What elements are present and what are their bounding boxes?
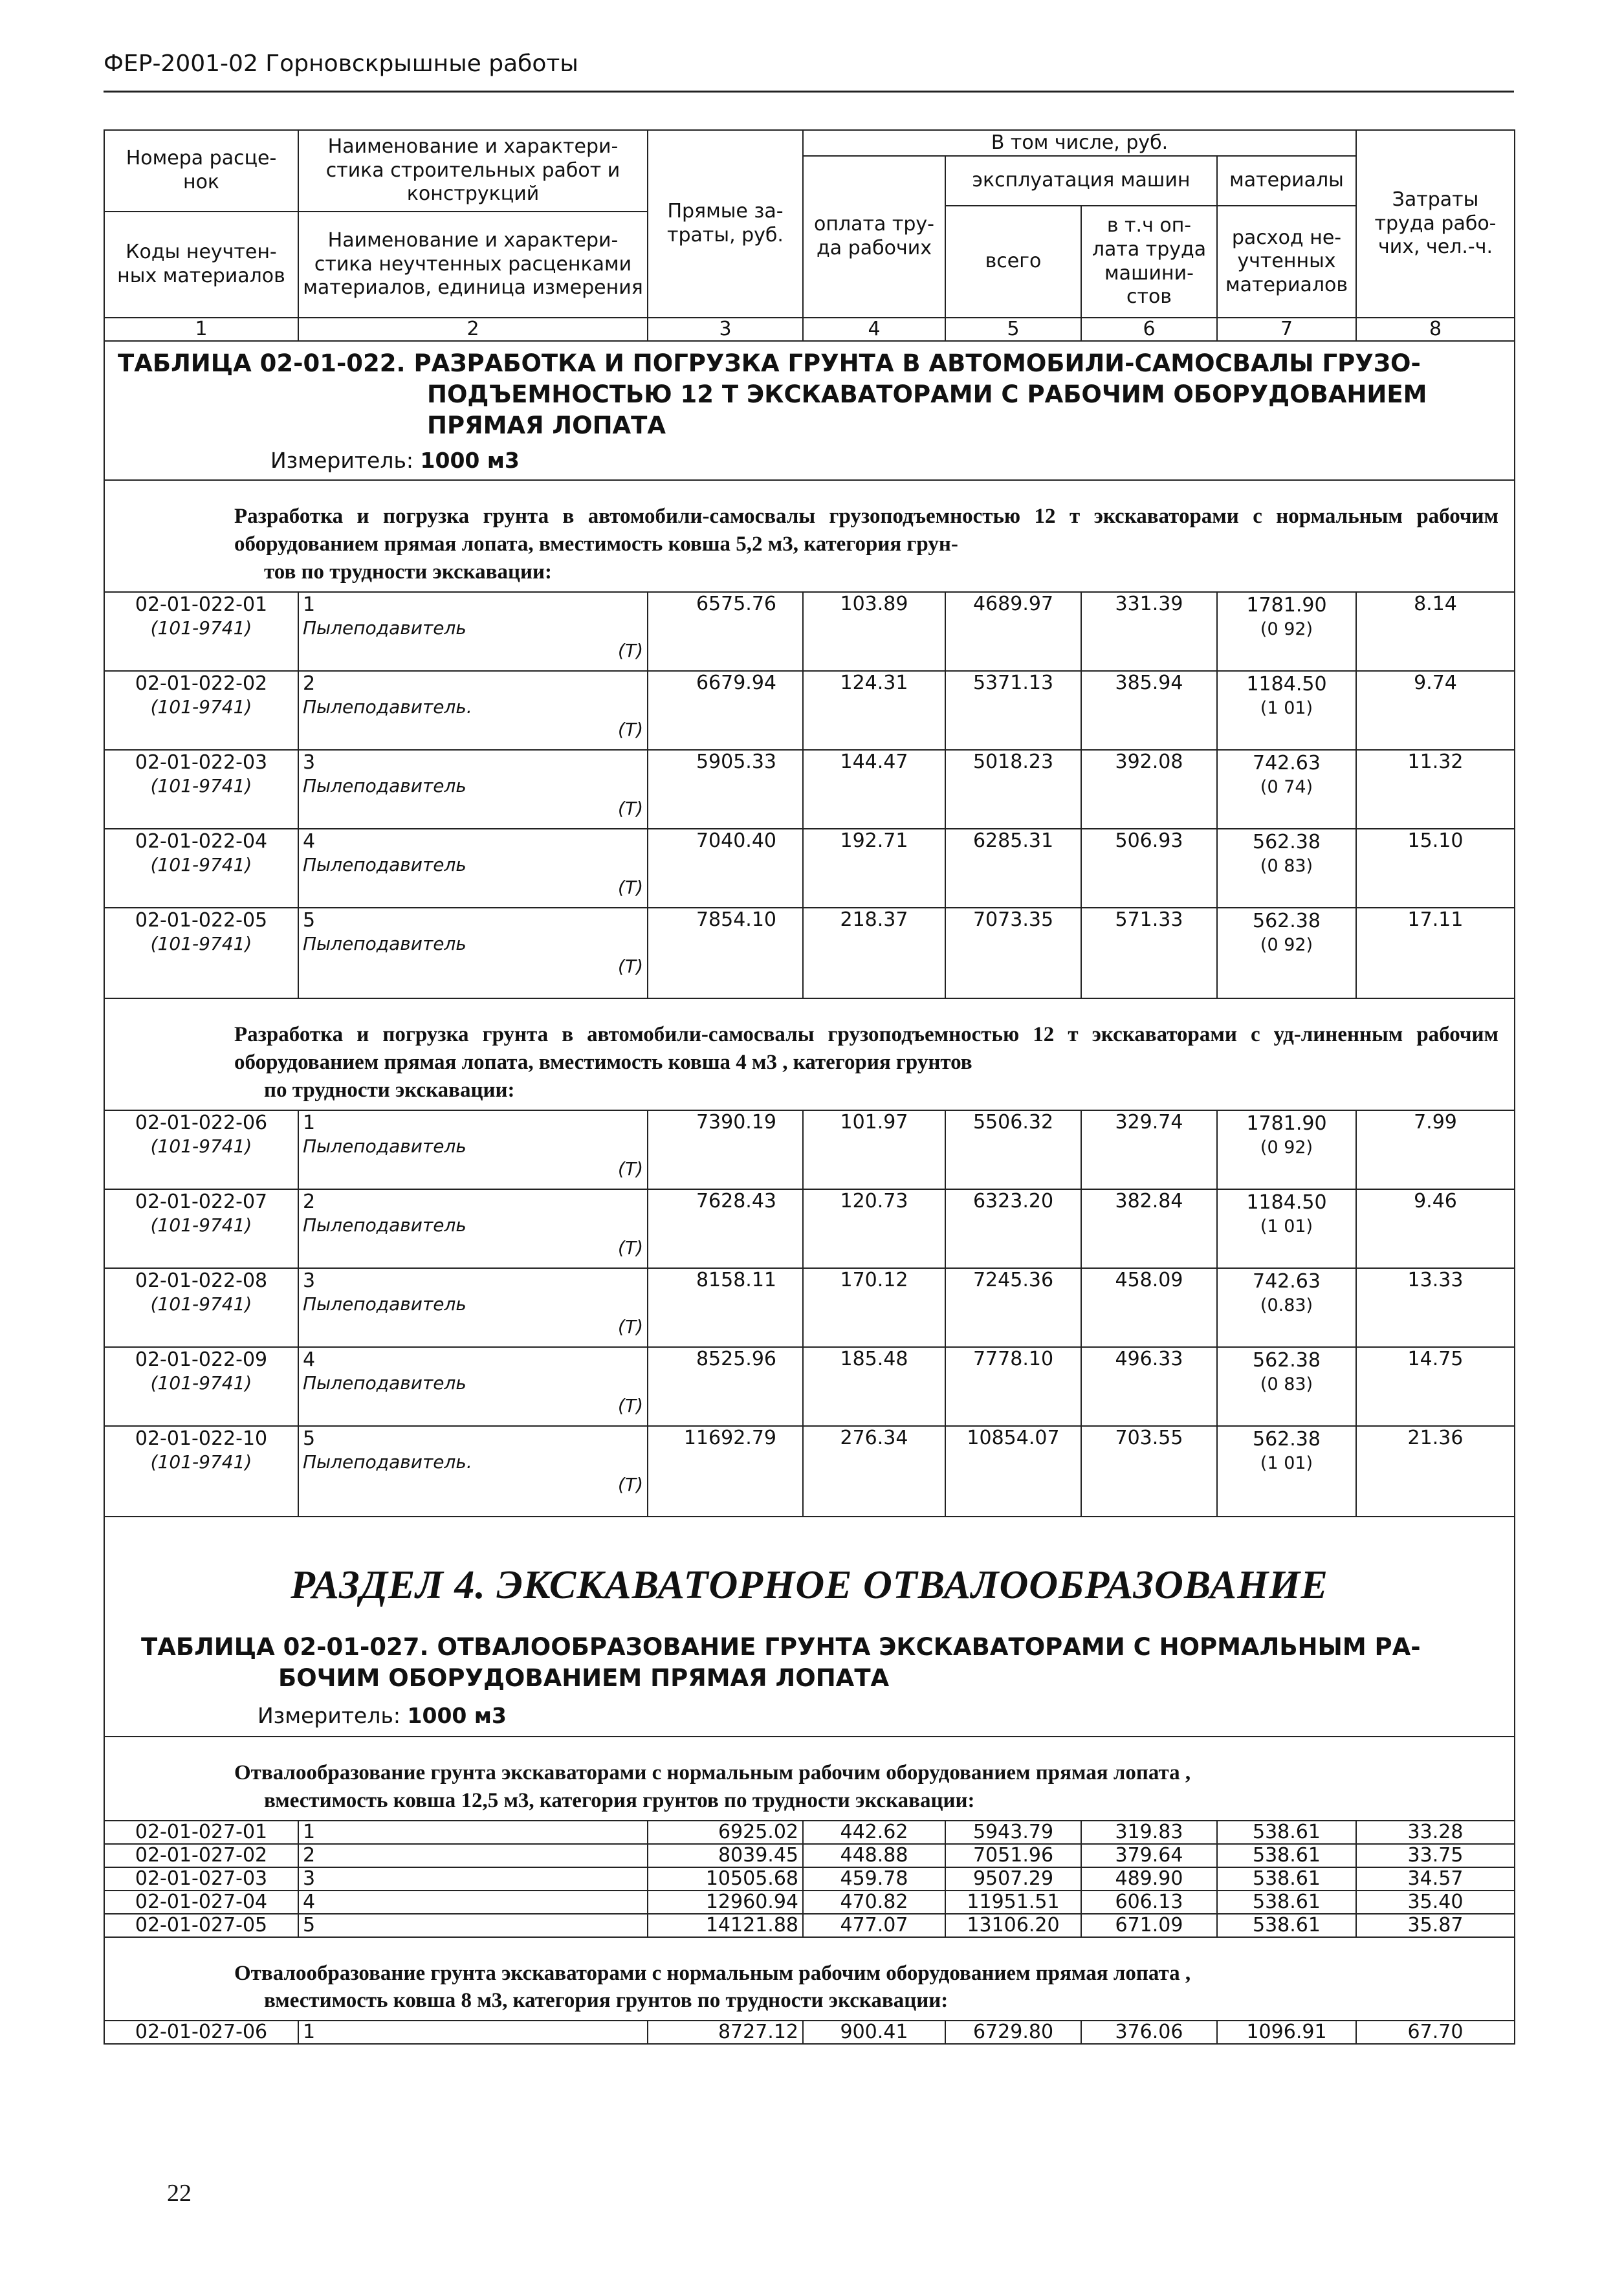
operator-pay: 571.33 bbox=[1081, 908, 1217, 998]
page-number: 22 bbox=[167, 2180, 192, 2207]
header-row bbox=[104, 130, 1515, 156]
materials-cell bbox=[1217, 750, 1356, 829]
soil-category: 2 bbox=[303, 672, 316, 695]
table-022-meter: Измеритель: 1000 м3 bbox=[270, 448, 520, 474]
material-name: Пылеподавитель bbox=[303, 1136, 466, 1157]
table-row bbox=[104, 592, 1515, 671]
direct-costs: 12960.94 bbox=[648, 1891, 803, 1914]
labor-hours: 17.11 bbox=[1356, 908, 1515, 998]
machines-total: 7073.35 bbox=[945, 908, 1081, 998]
worker-pay: 103.89 bbox=[803, 592, 945, 671]
work-name-cell bbox=[298, 750, 648, 829]
labor-hours: 15.10 bbox=[1356, 829, 1515, 908]
rate-code-cell bbox=[104, 1110, 298, 1189]
material-name: Пылеподавитель. bbox=[303, 696, 472, 718]
direct-costs: 7628.43 bbox=[648, 1189, 803, 1268]
work-name-cell bbox=[298, 1268, 648, 1347]
material-consumption: (0 92) bbox=[1260, 619, 1313, 639]
direct-costs: 7040.40 bbox=[648, 829, 803, 908]
machines-total: 6323.20 bbox=[945, 1189, 1081, 1268]
labor-hours: 8.14 bbox=[1356, 592, 1515, 671]
rate-code: 02-01-022-04 bbox=[135, 829, 268, 853]
soil-category: 4 bbox=[303, 829, 316, 853]
rate-code: 02-01-022-02 bbox=[135, 672, 268, 695]
mach: 9507.29 bbox=[945, 1867, 1081, 1891]
table-title-line: ТАБЛИЦА 02-01-027. ОТВАЛООБРАЗОВАНИЕ ГРУНТА ЭКСКАВАТОРАМИ С НОРМАЛЬНЫМ РА- bbox=[141, 1632, 1421, 1661]
unit-label: (Т) bbox=[618, 1395, 643, 1417]
materials-cell bbox=[1217, 1110, 1356, 1189]
table-row bbox=[104, 1268, 1515, 1347]
unit-label: (Т) bbox=[618, 719, 643, 741]
table-027-meter bbox=[105, 1703, 1514, 1728]
mat: 538.61 bbox=[1217, 1821, 1356, 1844]
description-line: Разработка и погрузка грунта в автомобили-самосвалы грузоподъемностью 12 т экскаваторами с уд-линенным рабочим оборудованием прямая лопата, вместимость ковша 4 м3 , категория грунтов bbox=[234, 1022, 1498, 1074]
worker-pay: 101.97 bbox=[803, 1110, 945, 1189]
table-row bbox=[104, 2021, 1515, 2044]
column-number: 7 bbox=[1217, 318, 1356, 341]
soil-category: 5 bbox=[303, 1427, 316, 1450]
group-027-2-description-cell bbox=[104, 1937, 1515, 2021]
direct-costs: 8158.11 bbox=[648, 1268, 803, 1347]
direct-costs: 7854.10 bbox=[648, 908, 803, 998]
header-including: В том числе, руб. bbox=[803, 130, 1356, 156]
table-row bbox=[104, 908, 1515, 998]
description-line: Разработка и погрузка грунта в автомобили-самосвалы грузоподъемностью 12 т экскаваторами с нормальным рабочим оборудованием прямая лопата, вместимость ковша 5,2 м3, категория грун- bbox=[234, 505, 1498, 556]
materials-cost: 562.38 bbox=[1253, 909, 1321, 932]
materials-cell bbox=[1217, 1268, 1356, 1347]
table-022-title: ТАБЛИЦА 02-01-022. РАЗРАБОТКА И ПОГРУЗКА ГРУНТА В АВТОМОБИЛИ-САМОСВАЛЫ ГРУЗО- ПОДЪЕМНОСТЬЮ 12 Т ЭКСКАВАТОРАМИ С РАБОЧИМ ОБОРУДОВАНИЕМ ПРЯМАЯ ЛОПАТА bbox=[118, 349, 1427, 440]
header-rule bbox=[104, 91, 1514, 93]
table-row bbox=[104, 1821, 1515, 1844]
labor: 442.62 bbox=[803, 1821, 945, 1844]
table-title-line: БОЧИМ ОБОРУДОВАНИЕМ ПРЯМАЯ ЛОПАТА bbox=[278, 1663, 890, 1692]
work-name-cell bbox=[298, 1347, 648, 1426]
machines-total: 4689.97 bbox=[945, 592, 1081, 671]
rate-code-cell bbox=[104, 1189, 298, 1268]
worker-pay: 192.71 bbox=[803, 829, 945, 908]
section-4-row bbox=[104, 1517, 1515, 1737]
rate-code-cell bbox=[104, 1347, 298, 1426]
unit-label: (Т) bbox=[618, 798, 643, 820]
hours: 67.70 bbox=[1356, 2021, 1515, 2044]
direct-costs: 8039.45 bbox=[648, 1844, 803, 1867]
header-direct-costs: Прямые за-траты, руб. bbox=[648, 130, 803, 318]
header-unaccounted-materials: расход не-учтенных материалов bbox=[1217, 206, 1356, 318]
labor: 900.41 bbox=[803, 2021, 945, 2044]
group-022-2-description-cell bbox=[104, 998, 1515, 1110]
header-machines: эксплуатация машин bbox=[945, 156, 1217, 206]
direct-costs: 8727.12 bbox=[648, 2021, 803, 2044]
operator-pay: 331.39 bbox=[1081, 592, 1217, 671]
table-027-title bbox=[141, 1632, 1514, 1694]
mat: 538.61 bbox=[1217, 1844, 1356, 1867]
description-text bbox=[234, 503, 1498, 586]
hours: 34.57 bbox=[1356, 1867, 1515, 1891]
rate-code-cell bbox=[104, 829, 298, 908]
column-number: 8 bbox=[1356, 318, 1515, 341]
labor: 470.82 bbox=[803, 1891, 945, 1914]
hours: 35.87 bbox=[1356, 1914, 1515, 1937]
header-labor-hours: Затраты труда рабо-чих, чел.-ч. bbox=[1356, 130, 1515, 318]
rate-code-cell bbox=[104, 1268, 298, 1347]
rate-code: 02-01-022-10 bbox=[135, 1427, 268, 1450]
direct-costs: 5905.33 bbox=[648, 750, 803, 829]
group-027-1-description-cell bbox=[104, 1737, 1515, 1821]
work-name-cell bbox=[298, 592, 648, 671]
work-name-cell bbox=[298, 1110, 648, 1189]
materials-cost: 1184.50 bbox=[1246, 672, 1327, 696]
soil-category: 2 bbox=[298, 1844, 648, 1867]
rate-code: 02-01-022-03 bbox=[135, 751, 268, 774]
description-line: тов по трудности экскавации: bbox=[264, 560, 553, 584]
rate-code: 02-01-022-07 bbox=[135, 1190, 268, 1213]
meter-value: 1000 м3 bbox=[407, 1702, 507, 1728]
operator-pay: 506.93 bbox=[1081, 829, 1217, 908]
work-name-cell bbox=[298, 829, 648, 908]
rate-code: 02-01-022-09 bbox=[135, 1348, 268, 1371]
soil-category: 4 bbox=[298, 1891, 648, 1914]
material-code: (101-9741) bbox=[150, 775, 252, 797]
mach: 11951.51 bbox=[945, 1891, 1081, 1914]
mat: 538.61 bbox=[1217, 1867, 1356, 1891]
labor-hours: 9.74 bbox=[1356, 671, 1515, 750]
materials-cell bbox=[1217, 592, 1356, 671]
direct-costs: 7390.19 bbox=[648, 1110, 803, 1189]
mach-labor: 489.90 bbox=[1081, 1867, 1217, 1891]
column-number: 5 bbox=[945, 318, 1081, 341]
mach-labor: 379.64 bbox=[1081, 1844, 1217, 1867]
rate-code-cell bbox=[104, 1426, 298, 1517]
description-text bbox=[234, 1759, 1498, 1815]
operator-pay: 703.55 bbox=[1081, 1426, 1217, 1517]
material-code: (101-9741) bbox=[150, 1451, 252, 1473]
soil-category: 4 bbox=[303, 1348, 316, 1371]
column-number: 2 bbox=[298, 318, 648, 341]
machines-total: 10854.07 bbox=[945, 1426, 1081, 1517]
table-row bbox=[104, 1110, 1515, 1189]
hours: 33.75 bbox=[1356, 1844, 1515, 1867]
material-code: (101-9741) bbox=[150, 617, 252, 639]
operator-pay: 329.74 bbox=[1081, 1110, 1217, 1189]
material-code: (101-9741) bbox=[150, 696, 252, 718]
material-consumption: (0 74) bbox=[1260, 776, 1313, 797]
group-022-1-description-cell bbox=[104, 480, 1515, 592]
header-rate-numbers: Номера расце-нок bbox=[104, 130, 298, 212]
materials-cost: 562.38 bbox=[1253, 1348, 1321, 1372]
labor-hours: 7.99 bbox=[1356, 1110, 1515, 1189]
column-numbers-row bbox=[104, 318, 1515, 341]
section-4-header bbox=[104, 1517, 1515, 1737]
work-name-cell bbox=[298, 671, 648, 750]
mat: 538.61 bbox=[1217, 1914, 1356, 1937]
machines-total: 7245.36 bbox=[945, 1268, 1081, 1347]
unit-label: (Т) bbox=[618, 1474, 643, 1496]
materials-cell bbox=[1217, 908, 1356, 998]
rate-code: 02-01-022-08 bbox=[135, 1269, 268, 1292]
description-line: по трудности экскавации: bbox=[264, 1078, 515, 1102]
table-row bbox=[104, 1891, 1515, 1914]
machines-total: 5506.32 bbox=[945, 1110, 1081, 1189]
table-row bbox=[104, 1914, 1515, 1937]
materials-cost: 1781.90 bbox=[1246, 593, 1327, 617]
rate-code-cell bbox=[104, 592, 298, 671]
material-code: (101-9741) bbox=[150, 1372, 252, 1394]
rate-code: 02-01-027-06 bbox=[104, 2021, 298, 2044]
worker-pay: 218.37 bbox=[803, 908, 945, 998]
soil-category: 5 bbox=[303, 908, 316, 932]
machines-total: 5371.13 bbox=[945, 671, 1081, 750]
soil-category: 1 bbox=[298, 1821, 648, 1844]
mach: 5943.79 bbox=[945, 1821, 1081, 1844]
labor-hours: 21.36 bbox=[1356, 1426, 1515, 1517]
soil-category: 3 bbox=[303, 751, 316, 774]
soil-category: 1 bbox=[303, 1111, 316, 1134]
rate-code: 02-01-022-06 bbox=[135, 1111, 268, 1134]
direct-costs: 8525.96 bbox=[648, 1347, 803, 1426]
running-head: ФЕР-2001-02 Горновскрышные работы bbox=[104, 50, 578, 77]
direct-costs: 6575.76 bbox=[648, 592, 803, 671]
group-027-2-description bbox=[104, 1937, 1515, 2021]
material-code: (101-9741) bbox=[150, 854, 252, 876]
column-number: 1 bbox=[104, 318, 298, 341]
materials-cost: 742.63 bbox=[1253, 1269, 1321, 1293]
unit-label: (Т) bbox=[618, 956, 643, 978]
material-code: (101-9741) bbox=[150, 1293, 252, 1315]
hours: 35.40 bbox=[1356, 1891, 1515, 1914]
rate-code-cell bbox=[104, 750, 298, 829]
description-text bbox=[234, 1021, 1498, 1104]
header-materials: материалы bbox=[1217, 156, 1356, 206]
header-worker-pay: оплата тру-да рабочих bbox=[803, 156, 945, 318]
soil-category: 1 bbox=[303, 593, 316, 616]
materials-cell bbox=[1217, 1347, 1356, 1426]
mach-labor: 671.09 bbox=[1081, 1914, 1217, 1937]
worker-pay: 144.47 bbox=[803, 750, 945, 829]
operator-pay: 458.09 bbox=[1081, 1268, 1217, 1347]
material-name: Пылеподавитель bbox=[303, 1293, 466, 1315]
description-text bbox=[234, 1960, 1498, 2015]
group-027-1-description bbox=[104, 1737, 1515, 1821]
rate-code: 02-01-027-01 bbox=[104, 1821, 298, 1844]
group-022-2-description bbox=[104, 998, 1515, 1110]
material-code: (101-9741) bbox=[150, 933, 252, 955]
table-022-header bbox=[104, 341, 1515, 480]
labor-hours: 9.46 bbox=[1356, 1189, 1515, 1268]
column-number: 4 bbox=[803, 318, 945, 341]
material-name: Пылеподавитель bbox=[303, 933, 466, 955]
materials-cost: 742.63 bbox=[1253, 751, 1321, 774]
materials-cell bbox=[1217, 1189, 1356, 1268]
mach: 7051.96 bbox=[945, 1844, 1081, 1867]
mach: 13106.20 bbox=[945, 1914, 1081, 1937]
rate-code: 02-01-027-03 bbox=[104, 1867, 298, 1891]
header-work-name: Наименование и характери-стика строительных работ и конструкций bbox=[298, 130, 648, 212]
work-name-cell bbox=[298, 908, 648, 998]
material-name: Пылеподавитель bbox=[303, 775, 466, 797]
direct-costs: 6679.94 bbox=[648, 671, 803, 750]
material-name: Пылеподавитель bbox=[303, 617, 466, 639]
table-row bbox=[104, 1189, 1515, 1268]
table-row bbox=[104, 1844, 1515, 1867]
header-operator-pay: в т.ч оп-лата труда машини-стов bbox=[1081, 206, 1217, 318]
operator-pay: 496.33 bbox=[1081, 1347, 1217, 1426]
rate-code: 02-01-027-02 bbox=[104, 1844, 298, 1867]
unit-label: (Т) bbox=[618, 640, 643, 662]
material-consumption: (1 01) bbox=[1260, 1216, 1313, 1236]
mach-labor: 319.83 bbox=[1081, 1821, 1217, 1844]
worker-pay: 276.34 bbox=[803, 1426, 945, 1517]
rate-code: 02-01-022-05 bbox=[135, 908, 268, 932]
price-table bbox=[104, 129, 1515, 2045]
materials-cost: 562.38 bbox=[1253, 1427, 1321, 1451]
soil-category: 3 bbox=[298, 1867, 648, 1891]
direct-costs: 14121.88 bbox=[648, 1914, 803, 1937]
table-row bbox=[104, 750, 1515, 829]
mach-labor: 606.13 bbox=[1081, 1891, 1217, 1914]
soil-category: 5 bbox=[298, 1914, 648, 1937]
materials-cost: 1184.50 bbox=[1246, 1190, 1327, 1214]
description-line: Отвалообразование грунта экскаваторами с нормальным рабочим оборудованием прямая лопата , bbox=[234, 1961, 1191, 1985]
rate-code: 02-01-027-04 bbox=[104, 1891, 298, 1914]
worker-pay: 170.12 bbox=[803, 1268, 945, 1347]
unit-label: (Т) bbox=[618, 1237, 643, 1259]
materials-cell bbox=[1217, 829, 1356, 908]
soil-category: 1 bbox=[298, 2021, 648, 2044]
mat: 1096.91 bbox=[1217, 2021, 1356, 2044]
machines-total: 6285.31 bbox=[945, 829, 1081, 908]
worker-pay: 120.73 bbox=[803, 1189, 945, 1268]
material-consumption: (0 92) bbox=[1260, 934, 1313, 955]
material-name: Пылеподавитель bbox=[303, 854, 466, 876]
table-row bbox=[104, 1426, 1515, 1517]
description-line: вместимость ковша 8 м3, категория грунтов по трудности экскавации: bbox=[264, 1989, 949, 2013]
labor-hours: 13.33 bbox=[1356, 1268, 1515, 1347]
header-machines-total: всего bbox=[945, 206, 1081, 318]
machines-total: 7778.10 bbox=[945, 1347, 1081, 1426]
materials-cell bbox=[1217, 671, 1356, 750]
material-name: Пылеподавитель. bbox=[303, 1451, 472, 1473]
worker-pay: 124.31 bbox=[803, 671, 945, 750]
material-consumption: (0 83) bbox=[1260, 1374, 1313, 1394]
meter-label: Измеритель: bbox=[258, 1702, 401, 1728]
mach-labor: 376.06 bbox=[1081, 2021, 1217, 2044]
table-row bbox=[104, 1867, 1515, 1891]
column-number: 6 bbox=[1081, 318, 1217, 341]
mat: 538.61 bbox=[1217, 1891, 1356, 1914]
unit-label: (Т) bbox=[618, 1316, 643, 1338]
operator-pay: 392.08 bbox=[1081, 750, 1217, 829]
labor-hours: 14.75 bbox=[1356, 1347, 1515, 1426]
work-name-cell bbox=[298, 1426, 648, 1517]
material-consumption: (1 01) bbox=[1260, 1453, 1313, 1473]
rate-code: 02-01-027-05 bbox=[104, 1914, 298, 1937]
mach: 6729.80 bbox=[945, 2021, 1081, 2044]
description-line: Отвалообразование грунта экскаваторами с нормальным рабочим оборудованием прямая лопата , bbox=[234, 1761, 1191, 1784]
section-title: РАЗДЕЛ 4. ЭКСКАВАТОРНОЕ ОТВАЛООБРАЗОВАНИЕ bbox=[291, 1563, 1328, 1607]
material-code: (101-9741) bbox=[150, 1136, 252, 1157]
rate-code: 02-01-022-01 bbox=[135, 593, 268, 616]
direct-costs: 10505.68 bbox=[648, 1867, 803, 1891]
material-name: Пылеподавитель bbox=[303, 1214, 466, 1236]
materials-cell bbox=[1217, 1426, 1356, 1517]
soil-category: 2 bbox=[303, 1190, 316, 1213]
material-consumption: (0 83) bbox=[1260, 855, 1313, 876]
soil-category: 3 bbox=[303, 1269, 316, 1292]
hours: 33.28 bbox=[1356, 1821, 1515, 1844]
header-material-name: Наименование и характери-стика неучтенных расценками материалов, единица измерения bbox=[298, 212, 648, 318]
materials-cost: 562.38 bbox=[1253, 830, 1321, 853]
table-row bbox=[104, 1347, 1515, 1426]
description-line: вместимость ковша 12,5 м3, категория грунтов по трудности экскавации: bbox=[264, 1788, 975, 1812]
header-material-codes: Коды неучтен-ных материалов bbox=[104, 212, 298, 318]
rate-code-cell bbox=[104, 908, 298, 998]
machines-total: 5018.23 bbox=[945, 750, 1081, 829]
group-022-1-description bbox=[104, 480, 1515, 592]
materials-cost: 1781.90 bbox=[1246, 1112, 1327, 1135]
labor: 477.07 bbox=[803, 1914, 945, 1937]
unit-label: (Т) bbox=[618, 877, 643, 899]
direct-costs: 6925.02 bbox=[648, 1821, 803, 1844]
operator-pay: 385.94 bbox=[1081, 671, 1217, 750]
unit-label: (Т) bbox=[618, 1158, 643, 1180]
material-code: (101-9741) bbox=[150, 1214, 252, 1236]
material-consumption: (0 92) bbox=[1260, 1137, 1313, 1157]
labor: 448.88 bbox=[803, 1844, 945, 1867]
rate-code-cell bbox=[104, 671, 298, 750]
labor-hours: 11.32 bbox=[1356, 750, 1515, 829]
work-name-cell bbox=[298, 1189, 648, 1268]
table-row bbox=[104, 671, 1515, 750]
column-number: 3 bbox=[648, 318, 803, 341]
operator-pay: 382.84 bbox=[1081, 1189, 1217, 1268]
material-consumption: (1 01) bbox=[1260, 697, 1313, 718]
worker-pay: 185.48 bbox=[803, 1347, 945, 1426]
material-name: Пылеподавитель bbox=[303, 1372, 466, 1394]
direct-costs: 11692.79 bbox=[648, 1426, 803, 1517]
material-consumption: (0.83) bbox=[1260, 1295, 1313, 1315]
labor: 459.78 bbox=[803, 1867, 945, 1891]
table-row bbox=[104, 829, 1515, 908]
